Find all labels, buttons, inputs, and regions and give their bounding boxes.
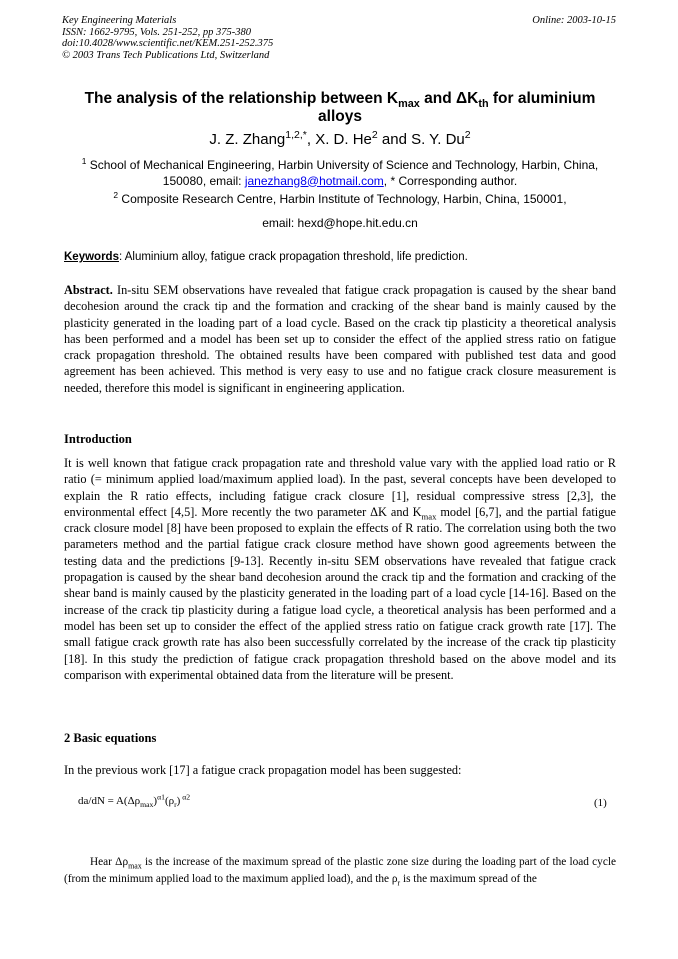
equation-number: (1) xyxy=(594,797,607,809)
abstract-label: Abstract. xyxy=(64,283,113,297)
introduction-heading: Introduction xyxy=(64,432,132,446)
def-text-c: is the maximum spread of the xyxy=(400,873,537,885)
def-text-b: is the increase of the maximum spread of the plastic zone size during the loading part of the load cycle (from the minimum applied load to the maximum applied load), and the ρ xyxy=(64,856,616,885)
title-text-2: and ΔK xyxy=(419,90,479,107)
keywords xyxy=(64,250,620,265)
affiliation-2-number: 2 xyxy=(113,190,119,200)
author-list xyxy=(62,131,618,149)
intro-text-1: It is well known that fatigue crack propagation rate and threshold value vary with the applied load ratio or R ratio (= minimum applied load/maximum applied load). In the past, several concepts have been developed to explain the R ratio effects, including fatigue crack closure [1], residual compressive stress [2,3], the environmental effect [4,5]. More recently the two parameter ΔK and K xyxy=(64,456,616,519)
paper-title xyxy=(62,90,618,126)
issn-line: ISSN: 1662-9795, Vols. 251-252, pp 375-380 xyxy=(62,26,251,38)
basic-intro-sentence: In the previous work [17] a fatigue crack propagation model has been suggested: xyxy=(64,763,462,777)
affiliation-1 xyxy=(62,158,618,189)
affiliation-2 xyxy=(62,192,618,208)
def-text-a: Hear Δρ xyxy=(90,856,129,868)
eq-part-a: da/dN = A(Δρ xyxy=(78,795,141,807)
title-sub-th: th xyxy=(478,98,489,111)
affiliation-1-number: 1 xyxy=(81,156,87,166)
affiliation-1-text: School of Mechanical Engineering, Harbin University of Science and Technology, Harbin, China, 150080, email: xyxy=(86,158,599,188)
eq-part-b: ) xyxy=(153,795,158,807)
author-3-affil: 2 xyxy=(464,129,471,141)
keywords-label: Keywords xyxy=(64,251,119,263)
abstract-text: In-situ SEM observations have revealed that fatigue crack propagation is caused by the shear band decohesion around the crack tip and the formation and cracking of the shear band is mainly caused by the plasticity generated in the loading part of a load cycle. Based on the crack tip plasticity a theoretical analysis has been performed and a model has been set up to consider the effect of the applied stress ratio on fatigue crack propagation threshold. The obtained results have been compared with published test data and good agreement has been achieved. This method is very easy to use and no fatigue crack closure measurement is needed, therefore this model is significant in engineering application. xyxy=(64,283,616,395)
keywords-text: Aluminium alloy, fatigue crack propagation threshold, life prediction. xyxy=(122,251,468,263)
author-2-affil: 2 xyxy=(371,129,378,141)
title-text-3: for aluminium alloys xyxy=(318,90,596,125)
copyright-line: © 2003 Trans Tech Publications Ltd, Switzerland xyxy=(62,49,270,61)
eq-sub-r: r xyxy=(174,800,177,810)
equation-1 xyxy=(78,792,191,810)
def-sub-r: r xyxy=(397,878,401,888)
author-1-affil: 1,2,* xyxy=(285,129,307,141)
eq-part-c: (ρ xyxy=(164,795,175,807)
title-sub-max: max xyxy=(398,98,420,111)
affiliation-2-email: email: hexd@hope.hit.edu.cn xyxy=(262,216,418,230)
intro-sub-max: max xyxy=(421,511,437,522)
author-1: J. Z. Zhang xyxy=(209,131,286,148)
eq-sup-alpha2: α2 xyxy=(180,792,191,802)
eq-sub-max: max xyxy=(140,800,154,810)
eq-sup-alpha1: α1 xyxy=(157,792,165,802)
basic-equations-heading: 2 Basic equations xyxy=(64,731,157,745)
keywords-colon: : xyxy=(118,251,123,263)
eq-part-d: ) xyxy=(176,795,181,807)
journal-name: Key Engineering Materials xyxy=(62,15,177,26)
abstract xyxy=(64,282,616,396)
affiliation-2-text: Composite Research Centre, Harbin Institute of Technology, Harbin, China, 150001, xyxy=(118,192,567,206)
author-2: , X. D. He xyxy=(306,131,372,148)
corresponding-email-link[interactable]: janezhang8@hotmail.com xyxy=(244,173,384,188)
def-sub-max: max xyxy=(128,861,142,871)
introduction-body xyxy=(64,455,616,683)
online-date: Online: 2003-10-15 xyxy=(532,15,616,26)
doi-line: doi:10.4028/www.scientific.net/KEM.251-252.375 xyxy=(62,38,274,49)
definitions-paragraph xyxy=(64,854,616,888)
author-3: and S. Y. Du xyxy=(377,131,465,148)
intro-text-2: model [6,7], and the partial fatigue crack closure model [8] have been proposed to explain the effects of R ratio. The correlation using both the two parameters method and the partial fatigue crack closure method have shown good agreements between the testing data and the predictions [9-13]. Recently in-situ SEM observations have revealed that fatigue crack propagation is caused by the shear band decohesion around the crack tip and the formation and cracking of the shear band is mainly caused by the plasticity generated in the loading part of a load cycle [14-16]. Based on the increase of the crack tip plasticity during a fatigue load cycle, a theoretical analysis has been performed and a model has been set up to consider the effect of the applied stress ratio on fatigue crack growth rate [17]. The small fatigue crack growth rate has also been successfully correlated by the increase of the crack tip plasticity [18]. In this study the prediction of fatigue crack propagation threshold based on the above model and its comparison with experimental obtained data from the literature will be present. xyxy=(64,504,616,682)
journal-header xyxy=(62,15,618,61)
title-text-1: The analysis of the relationship between K xyxy=(84,90,399,107)
affiliation-1-tail: , * Corresponding author. xyxy=(383,173,518,188)
